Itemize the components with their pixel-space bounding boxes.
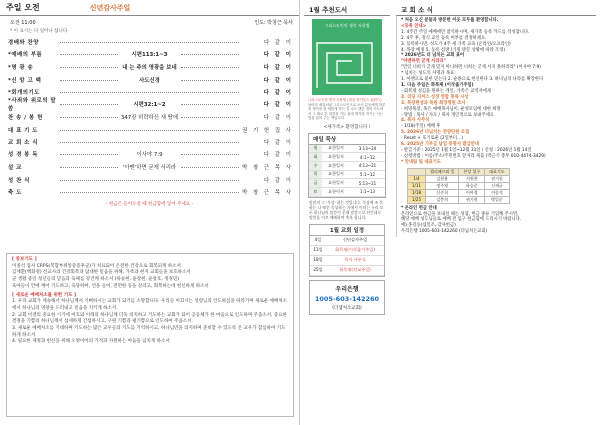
- staff-cell: 1/25: [408, 196, 426, 203]
- staff-cell: 이종석: [485, 189, 509, 196]
- account-number: 1005-603-142260: [314, 294, 380, 303]
- calendar-event: 목자 사무식: [344, 257, 366, 263]
- book-cover-title: 그리스도인의 생각 사용법: [324, 23, 370, 28]
- calendar-title: 1월 교회 일정: [310, 225, 384, 236]
- daily-verses-title: 매일 묵상: [309, 134, 385, 145]
- verse-chapter: 4:1~12: [360, 154, 375, 160]
- place-prayer-item: 1. 우리 교회가 계속해서 하나님께서 기뻐하시는 교회가 되기를 소망합니다. 우리들 이끄시는 성령님의 인도하심을 따라가며 새로운 예배처소에서 하나님의 영광을 드러내고 믿음을 지키게 하소서.: [12, 299, 287, 311]
- verse-row: [309, 162, 385, 171]
- prayer-item: 이종석 집사 CRPS(복합부위통증증후군)가 치료되어 온전한 건강으로 회복되게 하소서: [12, 263, 181, 269]
- leader-dots: [60, 192, 239, 193]
- staff-cell: 1/4: [408, 175, 426, 182]
- order-person: 다 같 이: [263, 40, 293, 46]
- verse-book: 요한일서: [328, 180, 344, 186]
- order-label: *회개의기도: [8, 90, 40, 96]
- news-item: 3. 등록하시면, 성도가 4주 새 가족 교육 (온라인/오프라인): [401, 41, 511, 47]
- service-title: 주일 오전: [6, 3, 40, 12]
- order-person: 다 같 이: [263, 178, 293, 184]
- leader-dots: [60, 117, 118, 118]
- news-item: 2. 리딩 지저스 성경 연합 통독 시상: [401, 94, 469, 100]
- calendar-row: [310, 246, 384, 256]
- place-prayer-item: 2. 교회 이전의 중요한 시기에 여호와 이레의 하나님께 더욱 의지하고 기도하는 교회가 되어 공동체가 한 마음으로 인도하며 주옵소서. 중요한 결정을 기쁨의 하나님께서 섬세하게 간섭하시고, 구원 기쁨과 평기쁨으로 인도하여 주옵소서.: [12, 312, 287, 325]
- prayer-item: 군 생활 중인 청년들의 믿음과 육체를 강건케 하소서 (류승현, 윤창현, 윤창호, 정경민): [12, 277, 179, 283]
- verse-book: 요한일서: [328, 145, 344, 151]
- order-person: 박 창 근 목 사: [242, 190, 293, 196]
- order-person: 박 창 근 목 사: [242, 165, 293, 171]
- staff-cell: 하승준: [459, 182, 485, 189]
- news-item: 5. 2026년 더넘치는 찬양단원 모집: [401, 130, 470, 136]
- order-label: *신 앙 고 백: [8, 78, 42, 84]
- news-item: * 처음 오신 분들과 방문한 이웃 모두를 환영합니다.: [401, 18, 499, 23]
- staff-cell: 김층희: [425, 196, 458, 203]
- staff-header-row: [408, 168, 510, 175]
- order-row: [0, 160, 299, 174]
- prayer-items: [12, 264, 288, 291]
- verse-chapter: 4:13~21: [358, 163, 377, 169]
- leader-dots: [60, 67, 118, 68]
- service-leader: 인도: 박창근 목사: [254, 20, 293, 26]
- order-person: 다 같 이: [263, 90, 293, 96]
- order-person: 다 같 이: [263, 140, 293, 146]
- service-header: [0, 0, 299, 16]
- staff-cell: 정주영: [425, 182, 458, 189]
- order-label: 찬 송 / 봉 헌: [8, 115, 43, 121]
- calendar-date: 4일: [314, 237, 322, 243]
- news-item: * 넘치는 성도의 사명과 목표:: [401, 71, 456, 77]
- online-item: * 온라인 헌금 안내: [401, 205, 437, 211]
- news-item: "만일 너희가 굳게 믿지 아니하면 너희는 굳게 서지 못하리라" (이사야 7:9): [401, 65, 541, 71]
- service-theme: 신년감사주일: [89, 3, 131, 12]
- order-person: 권 기 헌 집 사: [242, 128, 293, 134]
- leader-dots: [60, 154, 118, 155]
- leader-dots: [60, 167, 118, 168]
- service-time: 오전 11:00: [10, 20, 36, 26]
- account-holder: (더샘처소교회): [332, 305, 362, 311]
- offering-note: - 헌금은 들어오실 때 헌금함에 넣어 주세요 -: [105, 202, 194, 207]
- news-item: - 1/18(주일) 예배 후: [401, 124, 441, 130]
- order-label: 설 교: [8, 165, 22, 171]
- verse-row: [309, 145, 385, 154]
- leader-dots: [60, 54, 118, 55]
- verse-book: 요한이서: [328, 188, 344, 194]
- news-item: - 신청방법 : 이름/주소/주민번호 앞자리 제출 (박근기 총무 010-4474-3429): [401, 153, 546, 159]
- news-item: "아멘하면 굳게 서리라": [401, 59, 446, 65]
- memory-text: 말씀의 그 '묵상' 하는 것입니다. 묵상에 조 목 하는 나 때문 묵상하는 거에서 이러는 우리 모두 하나님의 말씀이 문제 말씀으로 선언대로 말씀을 이끄 예배하여 축복 합니다.: [309, 199, 384, 220]
- staff-header-cell: [408, 168, 426, 175]
- news-section: [396, 4, 596, 422]
- staff-row: [408, 175, 510, 182]
- calendar-row: [310, 256, 384, 266]
- verse-chapter: 5:13~21: [358, 180, 377, 186]
- order-item: 시편32:1~2: [133, 102, 166, 108]
- verse-book: 요한일서: [328, 162, 344, 168]
- staff-row: [408, 182, 510, 189]
- leader-dots: [181, 80, 239, 81]
- verse-day: 금: [309, 179, 322, 187]
- calendar-row: [310, 236, 384, 246]
- staff-header-cell: 본당 입구: [459, 168, 485, 175]
- news-item: * 2026년도 더 넘치는 교회 표어: [401, 53, 465, 59]
- order-item: '아멘'하면 굳게 서리라: [122, 165, 177, 171]
- leader-dots: [60, 180, 239, 181]
- order-row: [0, 110, 299, 124]
- news-item: - 방법 : 목사 / 사모 / 목자 개인적으로 보내주세요: [401, 112, 494, 118]
- news-item: 1. 4주간 주일 예배에만 참석하시며, 새가족 등록 카드를 작성합니다.: [401, 29, 530, 35]
- news-item: - 회복제 성김을 원하는 개인, 가족은 교역자에게: [401, 88, 491, 94]
- order-label: *명 광 송: [8, 65, 34, 71]
- leader-dots: [60, 130, 239, 131]
- news-item: 2. 4주 후, 정식 교인 등록 여부를 결정하세요.: [401, 35, 487, 41]
- book-section-title: 1월 추천도서: [304, 4, 390, 16]
- verse-day: 수: [309, 162, 322, 170]
- news-item: - 발급기준 : 2025년 1월 1일~12월 31일 / 신청 : 2026년 1월 14일: [401, 147, 532, 153]
- staff-cell: 1/11: [408, 182, 426, 189]
- news-item: 6. 2025년 기부금 납입 증명서 발급안내: [401, 142, 480, 148]
- staff-cell: 신준희: [425, 189, 458, 196]
- staff-cell: 신재균: [485, 182, 509, 189]
- order-of-worship: [0, 36, 299, 198]
- staff-row: [408, 189, 510, 196]
- news-item: - 희망목장, 혹은 예배목자님이, 운영모임에 대한 희망: [401, 106, 501, 112]
- staff-cell: 1/18: [408, 189, 426, 196]
- daily-verses: [308, 133, 386, 198]
- bank-account-box: [309, 280, 385, 315]
- news-item: 1. 다음 주일은 화목제 (이삭줍기주일): [401, 82, 474, 88]
- leader-dots: [60, 142, 239, 143]
- verse-chapter: 3:13~24: [358, 145, 377, 151]
- calendar-event: 신년감사주일: [342, 237, 368, 243]
- stand-note: * 이 표시는 다 일어나 섭니다: [10, 29, 68, 34]
- news-item: <등록 안내>: [401, 23, 427, 29]
- calendar-date: 18일: [313, 257, 323, 263]
- church-calendar: [309, 224, 385, 277]
- order-row: [0, 136, 299, 148]
- order-label: 교 회 소 식: [8, 140, 38, 146]
- order-person: 다 같 이: [263, 102, 293, 108]
- online-item: 우리은행 1005-603-142260 (더넘치는교회): [401, 229, 488, 235]
- online-item: 온라인으로 헌금을 보내실 때는 성함, 헌금 종류 기입해 주시면,: [401, 211, 519, 217]
- order-row: [0, 98, 299, 110]
- leader-dots: [60, 104, 118, 105]
- prayer-title: [ 중보기도 ]: [12, 257, 37, 262]
- news-item: 1. 아멘으로 붙한 믿는다 2. 순종으로 헌신한다 3. 하나님의 나라를 확장한다: [401, 77, 544, 83]
- verse-row: [309, 171, 385, 180]
- news-item: 4. 목장 배정 5. 등록 심방 (가정 방문 상황에 따라 조정): [401, 47, 506, 53]
- calendar-date: 11일: [313, 247, 323, 253]
- order-row: [0, 60, 299, 74]
- order-item: 시편113:1~3: [131, 52, 168, 58]
- place-prayer-item: 4. 필요한 재정과 헌신을 위해 오병이어의 기적과 자원하는 마음을 넘치게 하소서: [12, 339, 170, 345]
- bank-name: 우리은행: [335, 285, 359, 293]
- staff-cell: 이아경: [459, 189, 485, 196]
- online-item: 해당 예배 성도님들로 예배 전 입구 헌금함에 드리시기 바랍니다.: [401, 217, 522, 223]
- verse-day: 목: [309, 171, 322, 179]
- order-row: [0, 174, 299, 186]
- verse-day: 토: [309, 188, 322, 196]
- news-item: 4. 목자 사무식: [401, 118, 430, 124]
- verse-row: [309, 153, 385, 162]
- calendar-event: 화목제(이삭줍기주일): [335, 247, 375, 253]
- order-person: 다 같 이: [263, 78, 293, 84]
- leader-dots: [181, 117, 239, 118]
- verse-day: 화: [309, 153, 322, 161]
- news-item: * 안내팀 및 대표기도: [401, 159, 441, 165]
- verse-book: 요한일서: [328, 154, 344, 160]
- news-title: 교 회 소 식: [396, 4, 596, 16]
- leader-dots: [181, 154, 239, 155]
- order-person: 다 같 이: [263, 52, 293, 58]
- staff-cell: 박일준: [485, 196, 509, 203]
- order-person: 다 같 이: [263, 65, 293, 71]
- staff-table: [407, 168, 510, 204]
- staff-header-cell: 헬리패프와 일: [425, 168, 458, 175]
- order-item: 이사야 7:9: [136, 152, 163, 158]
- order-person: 다 같 이: [263, 152, 293, 158]
- service-meta: [0, 16, 299, 26]
- verse-row: [309, 179, 385, 188]
- order-label: 성 경 봉 독: [8, 152, 38, 158]
- order-label: 축 도: [8, 190, 22, 196]
- order-label: 성 찬 식: [8, 178, 30, 184]
- staff-cell: 김현용: [425, 175, 458, 182]
- verse-book: 요한일서: [328, 171, 344, 177]
- order-item: 내 는 주의 영광을 보네: [122, 65, 177, 71]
- order-label: *사죄와 위로의 말씀: [8, 98, 57, 112]
- order-person: 다 같 이: [263, 115, 293, 121]
- calendar-row: [310, 266, 384, 276]
- leader-dots: [60, 42, 239, 43]
- staff-cell: 서원찬: [459, 175, 485, 182]
- order-row: [0, 148, 299, 160]
- staff-cell: 권기헌: [485, 175, 509, 182]
- book-summary: 날마다 매일처럼 그리스도인으로 오신 분들에게 하루의 생각을 잘 새롭게 하는 길 나도 했던 정리 기도에서 그 새로 본 말씀과 기도 위에 생각을 지키는 사는 법을 알려 주는 책입니다: [308, 102, 386, 120]
- leader-dots: [181, 54, 239, 55]
- leader-dots: [181, 67, 239, 68]
- news-body: [396, 16, 596, 237]
- order-row: [0, 124, 299, 136]
- order-item: 사도신경: [139, 78, 160, 84]
- place-prayer-item: 3. 새로운 예배처소를 기대하며 기도하는 많은 교우들의 기도를 기억하시고, 하나님만을 의지하며 준비할 수 있도록 온 교우가 합심하여 기도하게 하소서.: [12, 326, 286, 338]
- online-item: 예) 홍길동(십일조, 감사헌금): [401, 223, 456, 229]
- prayer-item: 육아들이 안에 깨어 기도하고, 육당하여, 연을 들어, 전면한 등을 살리고, 회복하는데 헌신하게 하소서: [12, 283, 209, 289]
- leader-dots: [181, 167, 239, 168]
- welcome-text: <새가족> 환영합니다 !: [323, 124, 371, 130]
- staff-cell: 권기헌: [459, 196, 485, 203]
- order-row: [0, 36, 299, 48]
- book-cover-art: [312, 33, 382, 93]
- order-row: [0, 186, 299, 198]
- prayer-item: 김재환(백화정) 선교사의 건강회복과 담대한 믿음을 위해, 가족과 현지 교회들을 보호하소서: [12, 270, 191, 276]
- verse-row: [309, 188, 385, 197]
- verse-chapter: 5:1~12: [360, 171, 375, 177]
- news-item: 3. 목장편성과 목원 희망청원 조사: [401, 100, 466, 106]
- staff-header-cell: 대표기도: [485, 168, 509, 175]
- book-caption: 그리스도인의 생각 사용법 (게일 허이올스 워런드): [308, 98, 382, 102]
- staff-row: [408, 196, 510, 203]
- leader-dots: [60, 92, 239, 93]
- right-page: [300, 0, 600, 425]
- news-item: - Reset + 호기로운 (2일부터…): [401, 136, 464, 142]
- calendar-date: 25일: [313, 267, 323, 273]
- book-section: [304, 4, 390, 318]
- calendar-event: 화목제(선교주일): [339, 267, 371, 273]
- place-prayer-items: [12, 299, 288, 346]
- order-item: 347장 허락하신 새 땅에: [120, 115, 179, 121]
- verse-day: 월: [309, 145, 322, 153]
- prayer-box: [6, 253, 294, 417]
- order-row: [0, 74, 299, 86]
- place-prayer-title: [ 새로운 예배처소를 위한 기도 ]: [12, 292, 77, 298]
- order-label: *예배의 부름: [8, 52, 43, 58]
- order-row: [0, 48, 299, 60]
- order-label: 경배와 찬양: [8, 40, 39, 46]
- leader-dots: [60, 80, 118, 81]
- order-label: 대 표 기 도: [8, 128, 38, 134]
- leader-dots: [181, 104, 239, 105]
- verse-chapter: 1:1~13: [360, 189, 375, 195]
- book-cover: [312, 19, 382, 95]
